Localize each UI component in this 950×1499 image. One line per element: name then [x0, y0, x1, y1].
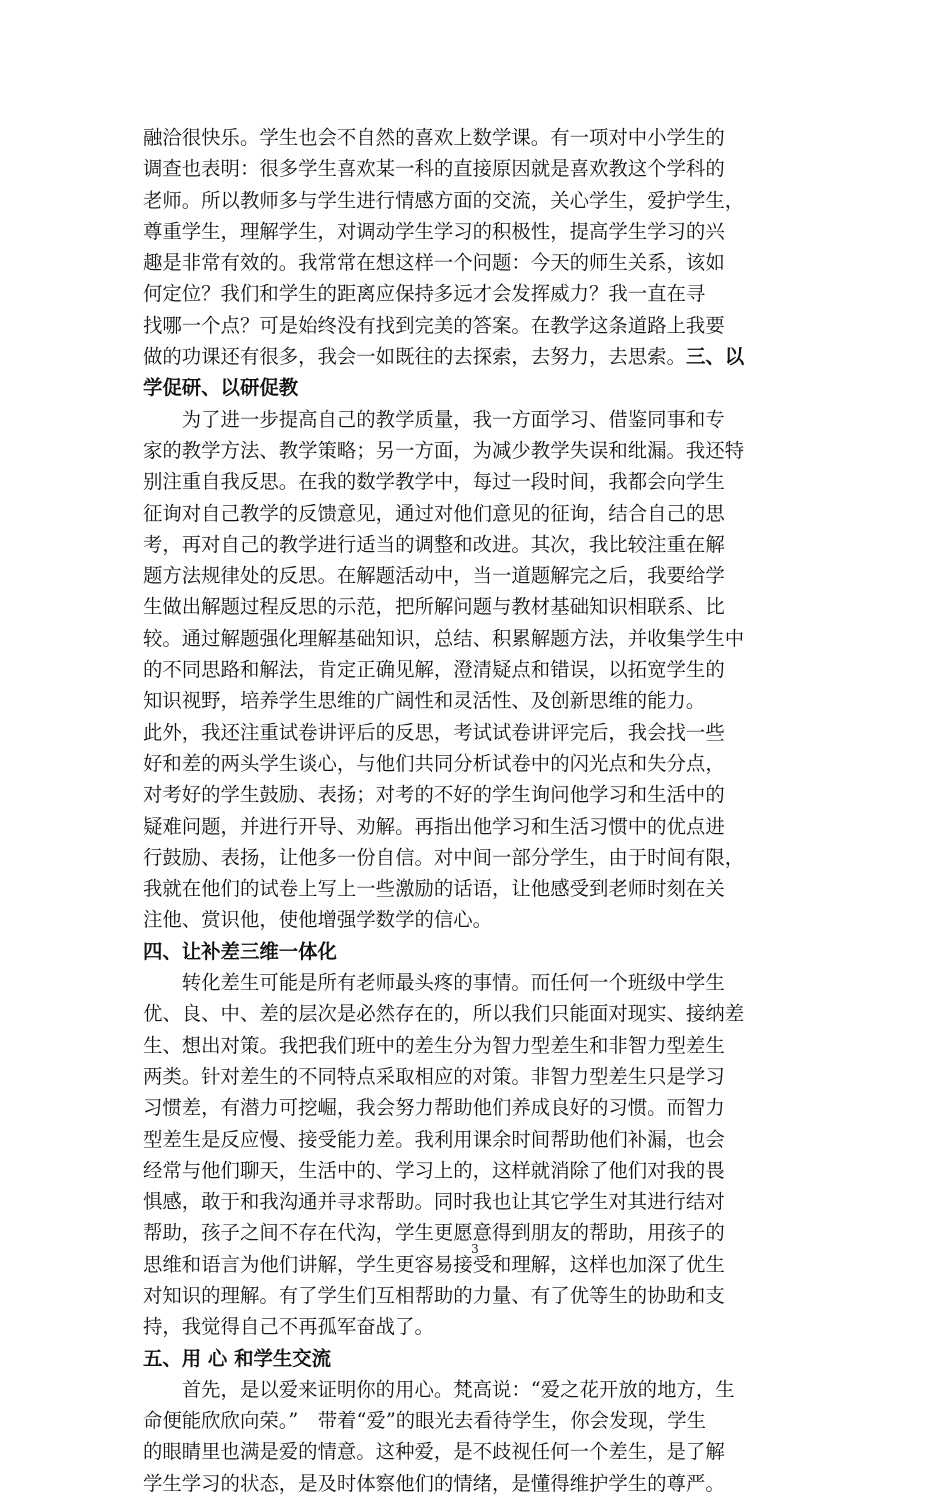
text-line: [143, 1280, 813, 1311]
line-text: 好和差的两头学生谈心，与他们共同分析试卷中的闪光点和失分点，: [143, 751, 725, 775]
section-heading: 四、让补差三维一体化: [143, 939, 337, 963]
text-line: [143, 1343, 813, 1374]
text-line: [143, 466, 813, 497]
line-text: 做的功课还有很多，我会一如既往的去探索，去努力，去思索。: [143, 345, 686, 369]
line-text: 此外，我还注重试卷讲评后的反思，考试试卷讲评完后，我会找一些: [143, 720, 725, 744]
text-line: [143, 967, 813, 998]
line-text: 生做出解题过程反思的示范，把所解问题与教材基础知识相联系、比: [143, 595, 725, 619]
line-text: 命便能欣欣向荣。” 带着“爱”的眼光去看待学生，你会发现，学生: [143, 1409, 706, 1433]
text-line: [143, 1405, 813, 1436]
line-text: 考，再对自己的教学进行适当的调整和改进。其次，我比较注重在解: [143, 532, 725, 556]
line-text: 对知识的理解。有了学生们互相帮助的力量、有了优等生的协助和支: [143, 1283, 725, 1307]
text-line: [143, 498, 813, 529]
line-text: 趣是非常有效的。我常常在想这样一个问题：今天的师生关系，该如: [143, 251, 725, 275]
text-line: [143, 1468, 813, 1499]
text-line: [143, 372, 813, 403]
text-line: [143, 936, 813, 967]
text-line: [143, 1030, 813, 1061]
line-text: 我就在他们的试卷上写上一些激励的话语，让他感受到老师时刻在关: [143, 877, 725, 901]
text-line: [143, 310, 813, 341]
line-text: 疑难问题，并进行开导、劝解。再指出他学习和生活习惯中的优点进: [143, 814, 725, 838]
text-line: [143, 278, 813, 309]
text-line: [143, 529, 813, 560]
line-text: 何定位？我们和学生的距离应保持多远才会发挥威力？我一直在寻: [143, 282, 706, 306]
text-line: [143, 873, 813, 904]
line-text: 为了进一步提高自己的教学质量，我一方面学习、借鉴同事和专: [143, 407, 725, 431]
line-text: 经常与他们聊天，生活中的、学习上的，这样就消除了他们对我的畏: [143, 1158, 725, 1182]
line-text: 转化差生可能是所有老师最头疼的事情。而任何一个班级中学生: [143, 971, 725, 995]
text-line: [143, 1124, 813, 1155]
line-text: 较。通过解题强化理解基础知识，总结、积累解题方法，并收集学生中: [143, 626, 745, 650]
line-text: 惧感，敢于和我沟通并寻求帮助。同时我也让其它学生对其进行结对: [143, 1190, 725, 1214]
line-text: 帮助，孩子之间不存在代沟，学生更愿意得到朋友的帮助，用孩子的: [143, 1221, 725, 1245]
line-text: 持，我觉得自己不再孤军奋战了。: [143, 1315, 434, 1339]
line-text: 行鼓励、表扬，让他多一份自信。对中间一部分学生，由于时间有限，: [143, 845, 745, 869]
line-text: 思维和语言为他们讲解，学生更容易接受和理解，这样也加深了优生: [143, 1252, 725, 1276]
text-line: [143, 1186, 813, 1217]
line-text: 征询对自己教学的反馈意见，通过对他们意见的征询，结合自己的思: [143, 501, 725, 525]
line-text: 生、想出对策。我把我们班中的差生分为智力型差生和非智力型差生: [143, 1033, 725, 1057]
text-line: [143, 842, 813, 873]
line-text: 优、良、中、差的层次是必然存在的，所以我们只能面对现实、接纳差: [143, 1002, 745, 1026]
text-line: [143, 341, 813, 372]
text-line: [143, 685, 813, 716]
text-line: [143, 1436, 813, 1467]
line-text: 找哪一个点？可是始终没有找到完美的答案。在教学这条道路上我要: [143, 313, 725, 337]
text-line: [143, 998, 813, 1029]
text-line: [143, 247, 813, 278]
text-line: [143, 591, 813, 622]
text-line: [143, 1311, 813, 1342]
line-text: 融洽很快乐。学生也会不自然的喜欢上数学课。有一项对中小学生的: [143, 126, 725, 149]
text-line: [143, 1092, 813, 1123]
body-text: [143, 122, 813, 1499]
page-number: 3: [471, 1242, 479, 1256]
text-line: [143, 404, 813, 435]
section-heading: 学促研、以研促教: [143, 376, 299, 400]
line-text: 题方法规律处的反思。在解题活动中，当一道题解完之后，我要给学: [143, 564, 725, 588]
line-text: 对考好的学生鼓励、表扬；对考的不好的学生询问他学习和生活中的: [143, 783, 725, 807]
text-line: [143, 185, 813, 216]
line-text: 型差生是反应慢、接受能力差。我利用课余时间帮助他们补漏，也会: [143, 1127, 725, 1151]
text-line: [143, 1155, 813, 1186]
text-line: [143, 623, 813, 654]
text-line: [143, 904, 813, 935]
text-line: [143, 748, 813, 779]
text-line: [143, 779, 813, 810]
section-heading: 三、以: [685, 345, 745, 369]
line-text: 学生学习的状态，是及时体察他们的情绪，是懂得维护学生的尊严。: [143, 1471, 725, 1495]
text-line: [143, 435, 813, 466]
line-text: 习惯差，有潜力可挖崛，我会努力帮助他们养成良好的习惯。而智力: [143, 1096, 725, 1120]
section-heading: 五、用 心 和学生交流: [143, 1346, 332, 1370]
line-text: 首先，是以爱来证明你的用心。梵高说：“爱之花开放的地方，生: [143, 1377, 735, 1401]
text-line: [143, 216, 813, 247]
text-line: [143, 654, 813, 685]
line-text: 家的教学方法、教学策略；另一方面，为减少教学失误和纰漏。我还特: [143, 438, 745, 462]
text-line: [143, 153, 813, 184]
text-line: [143, 122, 813, 153]
text-line: [143, 811, 813, 842]
line-text: 的眼睛里也满是爱的情意。这种爱，是不歧视任何一个差生，是了解: [143, 1440, 725, 1464]
line-text: 的不同思路和解法，肯定正确见解，澄清疑点和错误，以拓宽学生的: [143, 658, 725, 682]
text-line: [143, 1374, 813, 1405]
line-text: 调查也表明：很多学生喜欢某一科的直接原因就是喜欢教这个学科的: [143, 157, 725, 181]
line-text: 老师。所以教师多与学生进行情感方面的交流，关心学生，爱护学生，: [143, 188, 745, 212]
line-text: 注他、赏识他，使他增强学数学的信心。: [143, 908, 493, 932]
text-line: [143, 560, 813, 591]
text-line: [143, 717, 813, 748]
line-text: 两类。针对差生的不同特点采取相应的对策。非智力型差生只是学习: [143, 1064, 725, 1088]
line-text: 别注重自我反思。在我的数学教学中，每过一段时间，我都会向学生: [143, 470, 725, 494]
line-text: 尊重学生，理解学生，对调动学生学习的积极性，提高学生学习的兴: [143, 219, 725, 243]
line-text: 知识视野，培养学生思维的广阔性和灵活性、及创新思维的能力。: [143, 689, 706, 713]
text-line: [143, 1061, 813, 1092]
